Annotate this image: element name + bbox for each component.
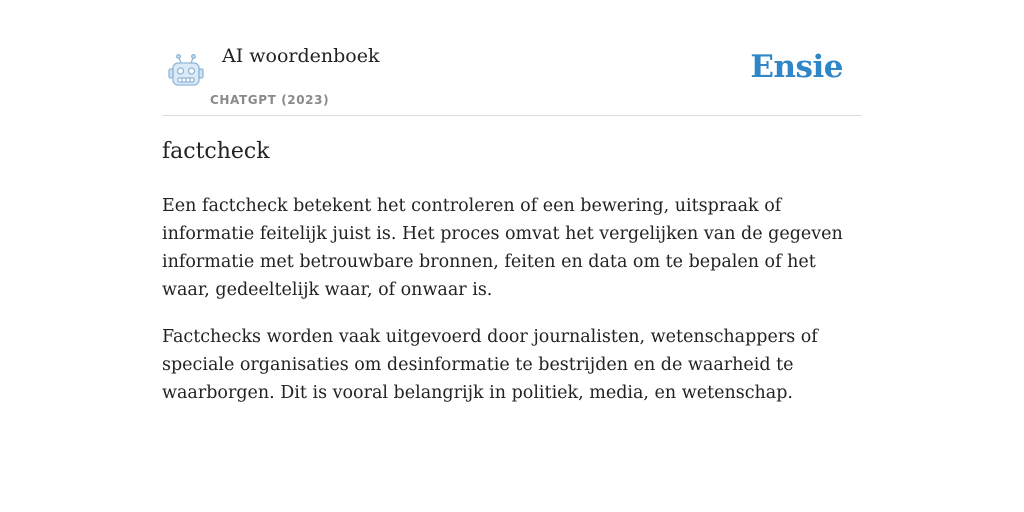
dictionary-header xyxy=(162,40,862,116)
source-label: CHATGPT (2023) xyxy=(210,93,330,107)
definition-paragraph: Factchecks worden vaak uitgevoerd door journalisten, wetenschappers of speciale organisaties om desinformatie te bestrijden en de waarheid te waarborgen. Dit is vooral belangrijk in politiek, media, en wetenschap. xyxy=(162,327,818,403)
ensie-logo[interactable]: Ensie xyxy=(750,49,843,85)
dictionary-title[interactable]: AI woordenboek xyxy=(222,45,380,67)
definition-paragraph: Een factcheck betekent het controleren of een bewering, uitspraak of informatie feitelijk juist is. Het proces omvat het vergelijken van de gegeven informatie met betrouwbare bronnen, feiten en data om te bepalen of het waar, gedeeltelijk waar, of onwaar is. xyxy=(162,196,843,300)
robot-icon xyxy=(166,52,206,88)
entry-term: factcheck xyxy=(162,139,270,164)
entry-definition xyxy=(162,192,862,426)
